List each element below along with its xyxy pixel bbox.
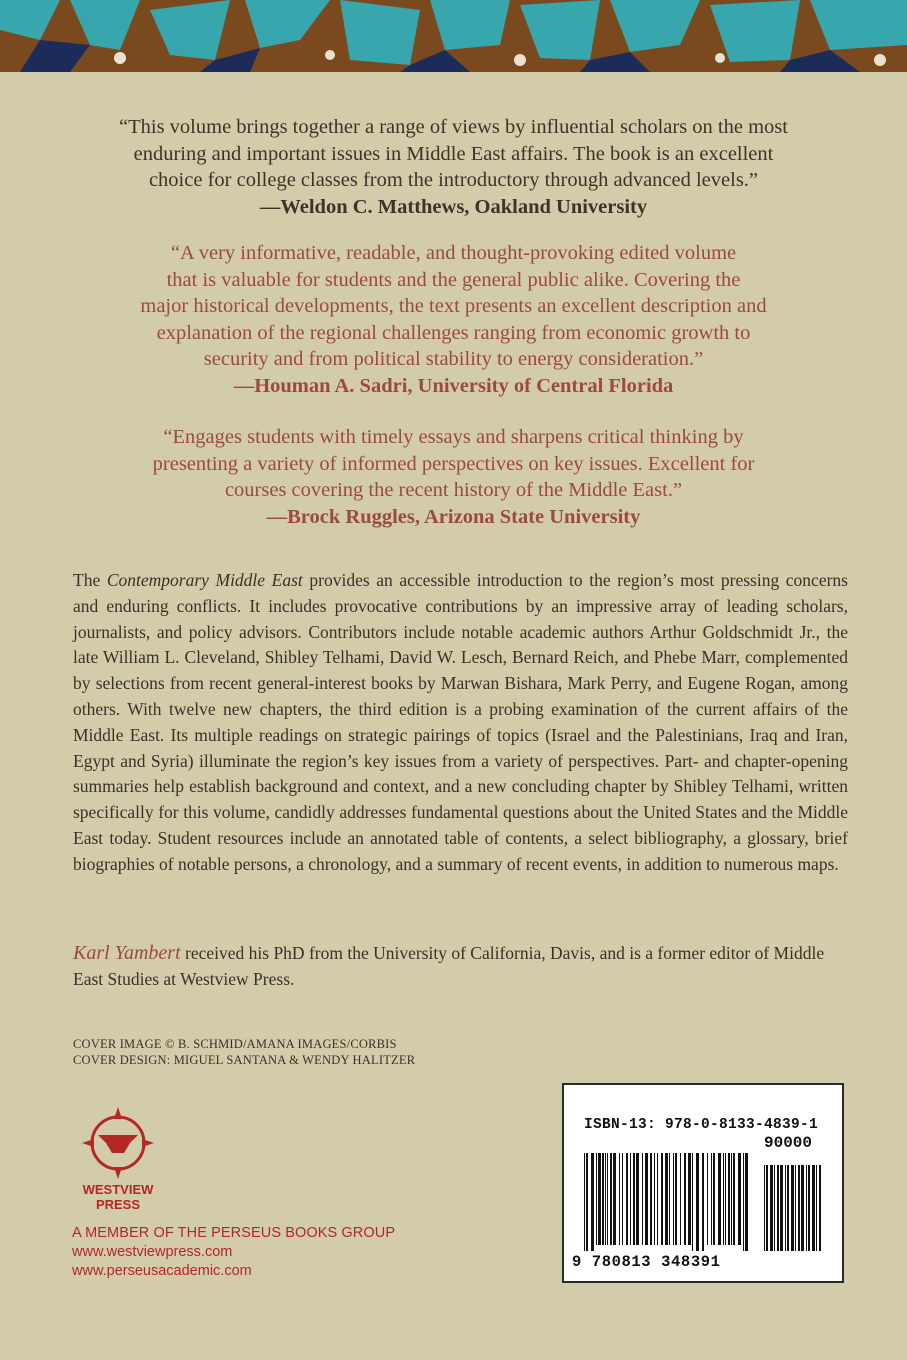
- publisher-info: [72, 1224, 395, 1281]
- barcode-bar: [718, 1153, 721, 1245]
- cover-image-credit: COVER IMAGE © B. SCHMID/AMANA IMAGES/CORBIS: [73, 1037, 397, 1051]
- barcode-bar: [642, 1153, 643, 1245]
- barcode-bar: [731, 1153, 732, 1245]
- barcode-bar: [598, 1153, 601, 1245]
- endorsement-2-attribution: —Houman A. Sadri, University of Central Florida: [233, 374, 674, 397]
- barcode-bar: [684, 1153, 686, 1245]
- publisher-url-2[interactable]: www.perseusacademic.com: [72, 1263, 252, 1279]
- barcode-bar: [591, 1153, 594, 1251]
- isbn-text: ISBN-13: 978-0-8133-4839-1: [584, 1117, 819, 1133]
- barcode-bar: [586, 1153, 588, 1251]
- description-body: provides an accessible introduction to the region’s most pressing concerns and enduring conflicts. It includes provocative contributions by an impressive array of leading scholars, journalists, and policy advisors. Contributors include notable academic authors Arthur Goldschmidt Jr., the late William L. Cleveland, Shibley Telhami, David W. Lesch, Bernard Reich, and Phebe Marr, complemented by selections from recent general-interest books by Marwan Bishara, Mark Perry, and Eugene Rogan, among others. With twelve new chapters, the third edition is a probing examination of the current affairs of the Middle East. Its multiple readings on strategic pairings of topics (Israel and the Palestinians, Iraq and Iran, Egypt and Syria) illuminate the region’s key issues from a variety of perspectives. Part- and chapter-opening summaries help establish background and context, and a new concluding chapter by Shibley Telhami, written specifically for this volume, candidly addresses fundamental questions about the United States and the Middle East today. Student resources include an annotated table of contents, a select bibliography, a glossary, brief biographies of notable persons, a chronology, and a summary of recent events, in addition to numerous maps.: [73, 570, 848, 874]
- barcode-bar: [702, 1153, 704, 1251]
- barcode-supplement-bar: [801, 1165, 804, 1251]
- barcode-bar: [596, 1153, 597, 1245]
- endorsement-2: [80, 240, 827, 399]
- endorsement-1-line: enduring and important issues in Middle East affairs. The book is an excellent: [133, 142, 774, 165]
- cover-design-credit: COVER DESIGN: MIGUEL SANTANA & WENDY HALITZER: [73, 1053, 416, 1067]
- barcode-bar: [696, 1153, 699, 1251]
- logo-line2: PRESS: [95, 1197, 141, 1212]
- barcode-supplement-bar: [795, 1165, 796, 1251]
- endorsement-1-attribution: —Weldon C. Matthews, Oakland University: [259, 195, 648, 218]
- barcode-bar: [680, 1153, 681, 1245]
- barcode-bar: [645, 1153, 648, 1245]
- barcode-supplement-bar: [774, 1165, 775, 1251]
- barcode-supplement-bar: [764, 1165, 765, 1251]
- endorsement-1: [80, 114, 827, 220]
- barcode-box: [562, 1083, 844, 1283]
- barcode-bar: [728, 1153, 730, 1245]
- barcode-bar: [692, 1153, 693, 1251]
- barcode-supplement-bar: [785, 1165, 786, 1251]
- barcode-supplement-bar: [819, 1165, 821, 1251]
- barcode-supplement-bar: [816, 1165, 817, 1251]
- barcode-bar: [733, 1153, 735, 1245]
- barcode-bar: [738, 1153, 741, 1245]
- barcode-supplement-bar: [766, 1165, 768, 1251]
- endorsement-3: [80, 424, 827, 530]
- ean-digits: 9 780813 348391: [572, 1253, 721, 1271]
- barcode-bar: [622, 1153, 623, 1245]
- barcode-bar: [654, 1153, 655, 1245]
- barcode-bar: [657, 1153, 658, 1245]
- barcode-bar: [636, 1153, 639, 1245]
- barcode-supplement-bar: [808, 1165, 810, 1251]
- barcode-bar: [673, 1153, 674, 1245]
- barcode-supplement-bar: [806, 1165, 807, 1251]
- barcode-supplement-bar: [770, 1165, 773, 1251]
- barcode-bar: [665, 1153, 668, 1245]
- barcode-bar: [584, 1153, 585, 1251]
- endorsement-3-attribution: —Brock Ruggles, Arizona State University: [266, 505, 641, 528]
- endorsement-2-line: that is valuable for students and the general public alike. Covering the: [166, 268, 741, 291]
- endorsement-2-line: explanation of the regional challenges ranging from economic growth to: [156, 321, 751, 344]
- barcode-bar: [610, 1153, 612, 1245]
- description-book-title: Contemporary Middle East: [106, 570, 303, 590]
- cover-mosaic-image: [0, 0, 907, 72]
- barcode-supplement-bar: [798, 1165, 800, 1251]
- barcode-bar: [713, 1153, 715, 1245]
- barcode-bar: [619, 1153, 620, 1245]
- barcode-supplement-bar: [777, 1165, 779, 1251]
- endorsement-2-line: major historical developments, the text presents an excellent description and: [140, 295, 767, 317]
- barcode-bar: [743, 1153, 744, 1251]
- book-description: [73, 568, 848, 878]
- author-bio-text: received his PhD from the University of California, Davis, and is a former editor of Middle East Studies at Westview Press.: [73, 943, 825, 989]
- publisher-member-line: A MEMBER OF THE PERSEUS BOOKS GROUP: [72, 1225, 396, 1241]
- barcode-bar: [675, 1153, 677, 1245]
- barcode-bar: [605, 1153, 606, 1245]
- barcode-bar: [725, 1153, 726, 1245]
- barcode-supplement-bar: [780, 1165, 783, 1251]
- barcode-bar: [633, 1153, 635, 1245]
- barcode-bar: [688, 1153, 691, 1245]
- barcode-bar: [723, 1153, 724, 1245]
- cover-credits: [73, 1036, 415, 1068]
- barcode-bar: [650, 1153, 652, 1245]
- barcode-bar: [707, 1153, 708, 1245]
- author-bio: [73, 941, 848, 993]
- endorsement-1-line: “This volume brings together a range of views by influential scholars on the most: [119, 116, 788, 138]
- barcode-bar: [711, 1153, 712, 1245]
- barcode-bar: [602, 1153, 604, 1245]
- westview-press-logo: [68, 1105, 168, 1215]
- endorsement-3-line: “Engages students with timely essays and sharpens critical thinking by: [163, 426, 744, 448]
- endorsement-2-line: security and from political stability to energy consideration.”: [203, 348, 704, 370]
- endorsement-1-line: choice for college classes from the introductory through advanced levels.”: [148, 169, 759, 191]
- barcode-bar: [661, 1153, 663, 1245]
- barcode-bar: [669, 1153, 670, 1245]
- barcode-bar: [607, 1153, 608, 1245]
- endorsement-3-line: courses covering the recent history of the Middle East.”: [224, 479, 683, 501]
- barcode-bar: [626, 1153, 628, 1245]
- barcode-bar: [613, 1153, 616, 1245]
- endorsement-2-line: “A very informative, readable, and thought-provoking edited volume: [170, 242, 737, 264]
- barcode-bars: [584, 1153, 824, 1253]
- barcode-supplement-bar: [791, 1165, 794, 1251]
- description-lead: The: [73, 570, 107, 590]
- barcode-bar: [745, 1153, 748, 1251]
- price-code: 90000: [764, 1134, 813, 1152]
- author-name: Karl Yambert: [73, 942, 181, 964]
- logo-line1: WESTVIEW: [82, 1182, 154, 1197]
- publisher-url-1[interactable]: www.westviewpress.com: [72, 1244, 233, 1260]
- barcode-bar: [630, 1153, 631, 1245]
- endorsement-3-line: presenting a variety of informed perspectives on key issues. Excellent for: [152, 452, 755, 475]
- barcode-supplement-bar: [812, 1165, 815, 1251]
- barcode-supplement-bar: [787, 1165, 789, 1251]
